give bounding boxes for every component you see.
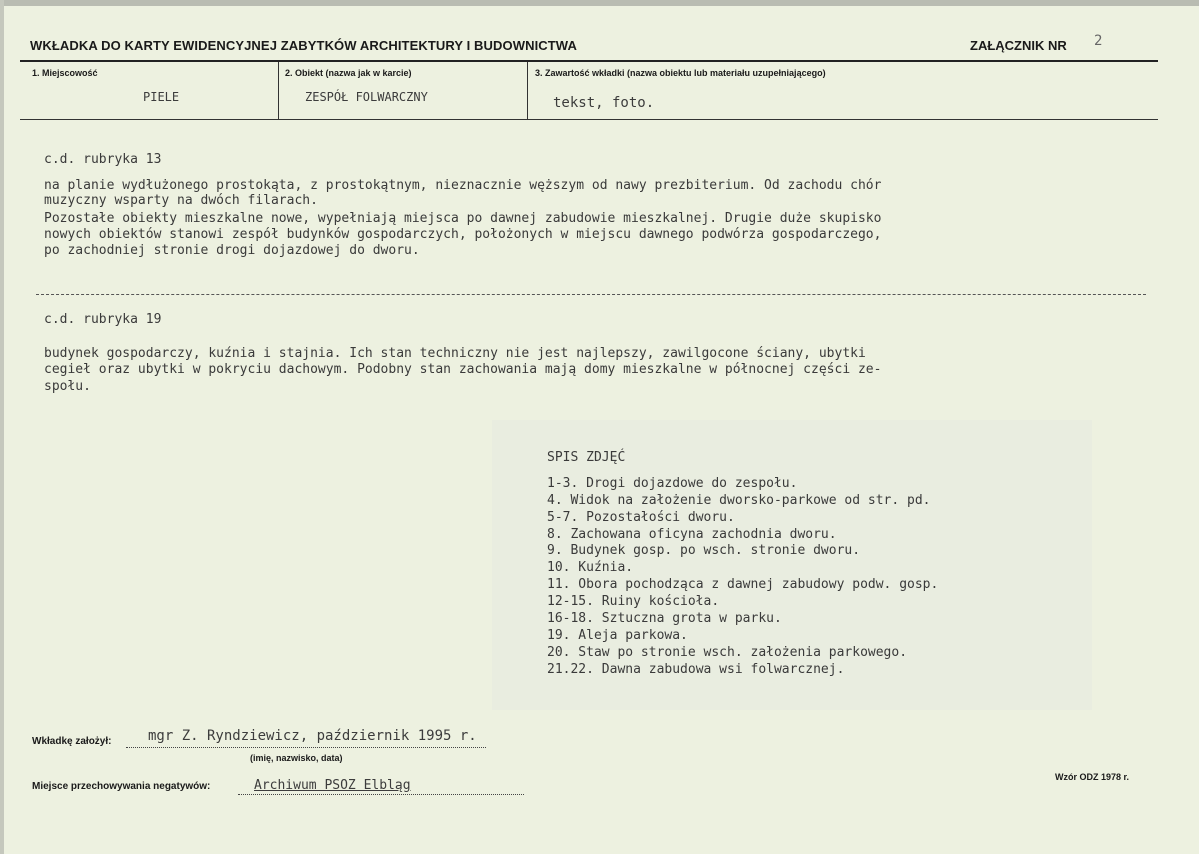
photo-item-12: 21.22. Dawna zabudowa wsi folwarcznej.: [547, 662, 845, 677]
content-value: tekst, foto.: [553, 95, 655, 111]
content-label: 3. Zawartość wkładki (nazwa obiektu lub materiału uzupełniającego): [535, 68, 826, 78]
locality-label: 1. Miejscowość: [32, 68, 98, 78]
section1-heading: c.d. rubryka 13: [44, 152, 162, 167]
photo-list-heading: SPIS ZDJĘĆ: [547, 450, 626, 465]
storage-value: Archiwum PSOZ Elbląg: [254, 778, 411, 793]
section2-line-2: cegieł oraz ubytki w pokryciu dachowym. Podobny stan zachowania mają domy mieszkalne w północnej części ze-: [44, 362, 882, 377]
photo-item-5: 9. Budynek gosp. po wsch. stronie dworu.: [547, 543, 861, 558]
section1-line-5: po zachodniej stronie drogi dojazdowej do dworu.: [44, 243, 420, 258]
annex-number: 2: [1094, 33, 1103, 49]
section1-line-2: muzyczny wsparty na dwóch filarach.: [44, 193, 318, 208]
form-title: WKŁADKA DO KARTY EWIDENCYJNEJ ZABYTKÓW ARCHITEKTURY I BUDOWNICTWA: [30, 38, 577, 53]
annex-label: ZAŁĄCZNIK NR: [970, 38, 1067, 53]
storage-dotted-line: [238, 794, 524, 795]
photo-item-7: 11. Obora pochodząca z dawnej zabudowy podw. gosp.: [547, 577, 939, 592]
locality-value: PIELE: [143, 90, 180, 104]
form-code: Wzór ODZ 1978 r.: [1055, 772, 1130, 782]
section1-line-1: na planie wydłużonego prostokąta, z prostokątnym, nieznacznie węższym od nawy prezbiterium. Od zachodu chór: [44, 178, 882, 193]
scan-edge-top: [0, 0, 1199, 6]
author-label: Wkładkę założył:: [32, 736, 112, 747]
photo-item-9: 16-18. Sztuczna grota w parku.: [547, 611, 782, 626]
field-divider-1: [278, 62, 279, 120]
photo-item-6: 10. Kuźnia.: [547, 560, 634, 575]
object-label: 2. Obiekt (nazwa jak w karcie): [285, 68, 412, 78]
header-rule: [20, 60, 1158, 62]
author-hint: (imię, nazwisko, data): [250, 753, 343, 763]
scan-edge-left: [0, 0, 4, 854]
photo-item-1: 1-3. Drogi dojazdowe do zespołu.: [547, 476, 798, 491]
section1-line-3: Pozostałe obiekty mieszkalne nowe, wypełniają miejsca po dawnej zabudowie mieszkalnej. Drugie duże skupisko: [44, 211, 882, 226]
fields-bottom-rule: [20, 119, 1158, 120]
section2-line-1: budynek gospodarczy, kuźnia i stajnia. Ich stan techniczny nie jest najlepszy, zawilgocone ściany, ubytki: [44, 346, 866, 361]
photo-item-2: 4. Widok na założenie dworsko-parkowe od str. pd.: [547, 493, 931, 508]
photo-item-3: 5-7. Pozostałości dworu.: [547, 510, 735, 525]
section1-line-4: nowych obiektów stanowi zespół budynków gospodarczych, położonych w miejscu dawnego podwórza gospodarczego,: [44, 227, 882, 242]
section2-line-3: społu.: [44, 379, 91, 394]
section-separator: [36, 294, 1146, 295]
author-dotted-line: [126, 747, 486, 748]
photo-item-10: 19. Aleja parkowa.: [547, 628, 688, 643]
photo-item-8: 12-15. Ruiny kościoła.: [547, 594, 720, 609]
object-value: ZESPÓŁ FOLWARCZNY: [305, 90, 428, 104]
photo-item-4: 8. Zachowana oficyna zachodnia dworu.: [547, 527, 837, 542]
field-divider-2: [527, 62, 528, 120]
storage-label: Miejsce przechowywania negatywów:: [32, 781, 211, 792]
author-value: mgr Z. Ryndziewicz, październik 1995 r.: [148, 728, 477, 744]
photo-item-11: 20. Staw po stronie wsch. założenia parkowego.: [547, 645, 908, 660]
section2-heading: c.d. rubryka 19: [44, 312, 162, 327]
